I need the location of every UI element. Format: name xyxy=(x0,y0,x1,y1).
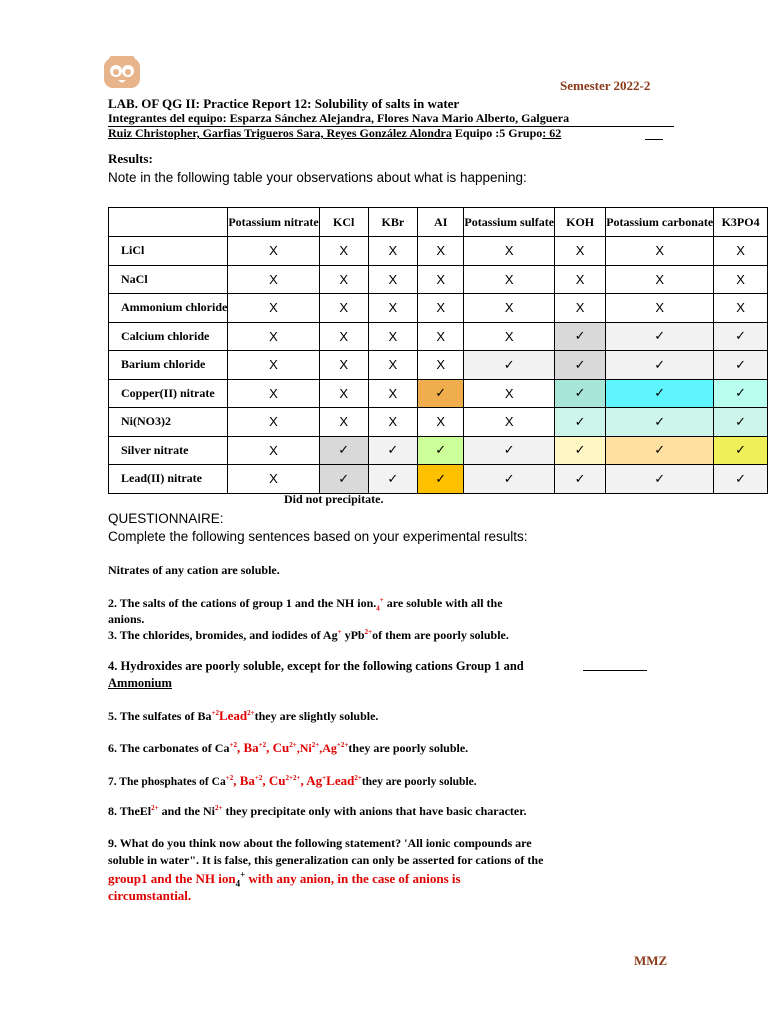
table-row xyxy=(109,351,768,380)
table-cell: X xyxy=(464,265,555,294)
table-cell: ✓ xyxy=(606,465,714,494)
q9-answer-2: with any anion, in the case of anions is xyxy=(245,871,461,886)
table-cell: ✓ xyxy=(714,465,768,494)
q7-sup-3: 2+2+ xyxy=(285,774,301,783)
q2-text: 2. The salts of the cations of group 1 and the NH ion. xyxy=(108,596,377,610)
owl-logo-icon xyxy=(104,56,140,88)
q5-text-end: they are slightly soluble. xyxy=(254,709,379,723)
q9-answer-1: group1 and the NH ion xyxy=(108,871,236,886)
q6-answer-4: ,Ag xyxy=(319,741,337,755)
table-cell: X xyxy=(228,294,319,323)
table-cell: ✓ xyxy=(714,436,768,465)
table-cell: X xyxy=(319,408,368,437)
team-members-names: Ruiz Christopher, Garfias Trigueros Sara, Reyes González Alondra xyxy=(108,126,452,140)
table-cell: X xyxy=(368,237,417,266)
column-header: K3PO4 xyxy=(714,208,768,237)
q7-answer-3: , Ag xyxy=(300,773,323,788)
table-cell: ✓ xyxy=(555,465,606,494)
table-cell: ✓ xyxy=(555,408,606,437)
column-header: KCl xyxy=(319,208,368,237)
question-4: 4. Hydroxides are poorly soluble, except for the following cations Group 1 and xyxy=(108,659,524,673)
table-cell: X xyxy=(714,237,768,266)
q2-superscript: + xyxy=(379,596,384,604)
q2-subscript: 4 xyxy=(376,604,380,613)
table-cell: ✓ xyxy=(418,436,464,465)
q6-text-end: they are poorly soluble. xyxy=(348,741,469,755)
q6-text: 6. The carbonates of Ca xyxy=(108,741,230,755)
semester-label: Semester 2022-2 xyxy=(560,78,651,93)
q6-sup-4: 2+ xyxy=(311,741,320,749)
table-cell: ✓ xyxy=(418,379,464,408)
q8-sup-1: 2+ xyxy=(151,804,159,812)
row-header: Ni(NO3)2 xyxy=(109,408,228,437)
table-cell: ✓ xyxy=(606,436,714,465)
solubility-table xyxy=(108,207,768,494)
table-cell: ✓ xyxy=(555,436,606,465)
team-members-line-1: Integrantes del equipo: Esparza Sánchez Alejandra, Flores Nava Mario Alberto, Galguera xyxy=(108,111,674,127)
table-cell: X xyxy=(319,294,368,323)
question-6 xyxy=(108,740,468,756)
q3-pb: yPb xyxy=(341,628,365,642)
table-cell: X xyxy=(228,465,319,494)
table-cell: ✓ xyxy=(464,465,555,494)
table-cell: X xyxy=(555,294,606,323)
table-cell: ✓ xyxy=(464,436,555,465)
question-4-answer: Ammonium xyxy=(108,676,172,690)
questionnaire-heading: QUESTIONNAIRE: xyxy=(108,511,224,526)
row-header: Calcium chloride xyxy=(109,322,228,351)
q8-ni: and the Ni xyxy=(158,804,215,818)
table-cell: X xyxy=(368,351,417,380)
table-cell: ✓ xyxy=(714,379,768,408)
table-cell: X xyxy=(555,237,606,266)
blank-line xyxy=(645,139,663,140)
q6-answer-1: , Ba xyxy=(236,740,259,755)
table-cell: X xyxy=(714,294,768,323)
table-cell: X xyxy=(464,379,555,408)
table-cell: X xyxy=(228,265,319,294)
table-cell: X xyxy=(319,322,368,351)
q3-text: 3. The chlorides, bromides, and iodides of Ag xyxy=(108,628,338,642)
table-cell: X xyxy=(418,322,464,351)
q7-answer-1: , Ba xyxy=(233,773,255,788)
table-cell: X xyxy=(418,351,464,380)
table-row xyxy=(109,265,768,294)
table-cell: ✓ xyxy=(368,465,417,494)
table-cell: X xyxy=(228,436,319,465)
table-cell: X xyxy=(714,265,768,294)
question-7 xyxy=(108,773,477,790)
table-cell: X xyxy=(228,351,319,380)
table-cell: X xyxy=(319,265,368,294)
table-row xyxy=(109,294,768,323)
question-8 xyxy=(108,804,526,819)
table-cell: X xyxy=(606,294,714,323)
question-9-answer-line-1 xyxy=(108,869,461,889)
column-header: Potassium nitrate xyxy=(228,208,319,237)
question-2-cont: anions. xyxy=(108,612,145,626)
q5-sup-lead: 2+ xyxy=(247,709,255,717)
results-heading: Results: xyxy=(108,151,153,166)
table-cell: X xyxy=(368,408,417,437)
q7-sup-5: 2+ xyxy=(354,774,362,783)
table-cell: ✓ xyxy=(606,322,714,351)
table-cell: ✓ xyxy=(714,351,768,380)
team-group-label: Equipo :5 Grupo xyxy=(451,126,543,140)
q3-sup-pb: 2+ xyxy=(364,628,373,636)
table-cell: X xyxy=(418,265,464,294)
q5-answer: Lead xyxy=(218,708,248,723)
q7-sup-4: + xyxy=(322,774,327,783)
table-cell: X xyxy=(319,237,368,266)
row-header: Copper(II) nitrate xyxy=(109,379,228,408)
row-header: Barium chloride xyxy=(109,351,228,380)
q7-sup-1: +2 xyxy=(225,774,234,783)
q7-text-end: they are poorly soluble. xyxy=(361,776,477,788)
q8-text: 8. TheEl xyxy=(108,804,152,818)
questionnaire-instructions: Complete the following sentences based on your experimental results: xyxy=(108,529,528,544)
table-cell: ✓ xyxy=(418,465,464,494)
q3-sup-ag: + xyxy=(337,628,342,636)
table-cell: X xyxy=(368,379,417,408)
q6-sup-2: +2 xyxy=(258,741,267,749)
table-cell: X xyxy=(319,379,368,408)
table-cell: X xyxy=(228,322,319,351)
q9-superscript: + xyxy=(240,869,246,880)
table-cell: X xyxy=(464,294,555,323)
table-cell: ✓ xyxy=(319,465,368,494)
q7-answer-4: Lead xyxy=(326,773,355,788)
column-header: KBr xyxy=(368,208,417,237)
q7-answer-2: , Cu xyxy=(262,773,286,788)
table-cell: ✓ xyxy=(714,322,768,351)
q3-text-end: of them are poorly soluble. xyxy=(372,628,509,642)
q6-answer-3: ,Ni xyxy=(296,741,312,755)
q5-text: 5. The sulfates of Ba xyxy=(108,709,212,723)
row-header: NaCl xyxy=(109,265,228,294)
table-cell: ✓ xyxy=(555,351,606,380)
table-cell: ✓ xyxy=(555,322,606,351)
question-9-line-1: 9. What do you think now about the following statement? 'All ionic compounds are xyxy=(108,836,532,850)
table-row xyxy=(109,436,768,465)
q9-subscript: 4 xyxy=(235,878,241,889)
q7-text: 7. The phosphates of Ca xyxy=(108,776,226,788)
question-9-answer-line-2: circumstantial. xyxy=(108,888,192,903)
table-cell: X xyxy=(464,408,555,437)
q5-sup-ba: +2 xyxy=(211,709,219,717)
table-cell: X xyxy=(368,294,417,323)
question-2 xyxy=(108,596,503,611)
q6-sup-5: +2+ xyxy=(336,741,349,749)
table-header-row xyxy=(109,208,768,237)
question-3 xyxy=(108,628,509,643)
table-cell: X xyxy=(418,237,464,266)
column-header: Potassium sulfate xyxy=(464,208,555,237)
results-note: Note in the following table your observations about what is happening: xyxy=(108,170,527,185)
q8-text-end: they precipitate only with anions that have basic character. xyxy=(222,804,527,818)
q7-sup-2: +2 xyxy=(254,774,263,783)
table-cell: ✓ xyxy=(368,436,417,465)
row-header: Ammonium chloride xyxy=(109,294,228,323)
table-row xyxy=(109,408,768,437)
table-cell: ✓ xyxy=(606,351,714,380)
q6-answer-2: , Cu xyxy=(266,740,290,755)
corner-cell xyxy=(109,208,228,237)
q4-blank-line xyxy=(583,670,647,671)
footer-initials: MMZ xyxy=(634,953,668,968)
q8-sup-2: 2+ xyxy=(214,804,223,812)
table-row xyxy=(109,379,768,408)
table-cell: ✓ xyxy=(606,408,714,437)
column-header: KOH xyxy=(555,208,606,237)
group-number: : 62 xyxy=(542,126,562,140)
question-9-line-2: soluble in water". It is false, this generalization can only be asserted for cations of the xyxy=(108,853,544,867)
table-row xyxy=(109,322,768,351)
table-row xyxy=(109,465,768,494)
row-header: LiCl xyxy=(109,237,228,266)
table-cell: ✓ xyxy=(319,436,368,465)
table-cell: ✓ xyxy=(464,351,555,380)
table-cell: X xyxy=(319,351,368,380)
table-cell: ✓ xyxy=(606,379,714,408)
table-cell: X xyxy=(464,322,555,351)
table-cell: X xyxy=(228,408,319,437)
question-1: Nitrates of any cation are soluble. xyxy=(108,563,280,577)
table-caption: Did not precipitate. xyxy=(284,492,384,506)
table-cell: X xyxy=(418,408,464,437)
table-cell: X xyxy=(228,237,319,266)
report-title: LAB. OF QG II: Practice Report 12: Solubility of salts in water xyxy=(108,96,460,111)
table-cell: X xyxy=(606,237,714,266)
q6-sup-1: +2 xyxy=(229,741,237,749)
table-cell: X xyxy=(368,322,417,351)
row-header: Silver nitrate xyxy=(109,436,228,465)
table-cell: X xyxy=(418,294,464,323)
table-row xyxy=(109,237,768,266)
column-header: AI xyxy=(418,208,464,237)
table-cell: X xyxy=(464,237,555,266)
table-cell: X xyxy=(606,265,714,294)
row-header: Lead(II) nitrate xyxy=(109,465,228,494)
question-5 xyxy=(108,708,378,724)
table-cell: ✓ xyxy=(714,408,768,437)
table-cell: ✓ xyxy=(555,379,606,408)
q6-sup-3: 2+ xyxy=(289,741,297,749)
table-cell: X xyxy=(228,379,319,408)
q2-text-end: are soluble with all the xyxy=(383,596,503,610)
table-cell: X xyxy=(368,265,417,294)
table-cell: X xyxy=(555,265,606,294)
team-members-line-2 xyxy=(108,126,561,141)
column-header: Potassium carbonate xyxy=(606,208,714,237)
